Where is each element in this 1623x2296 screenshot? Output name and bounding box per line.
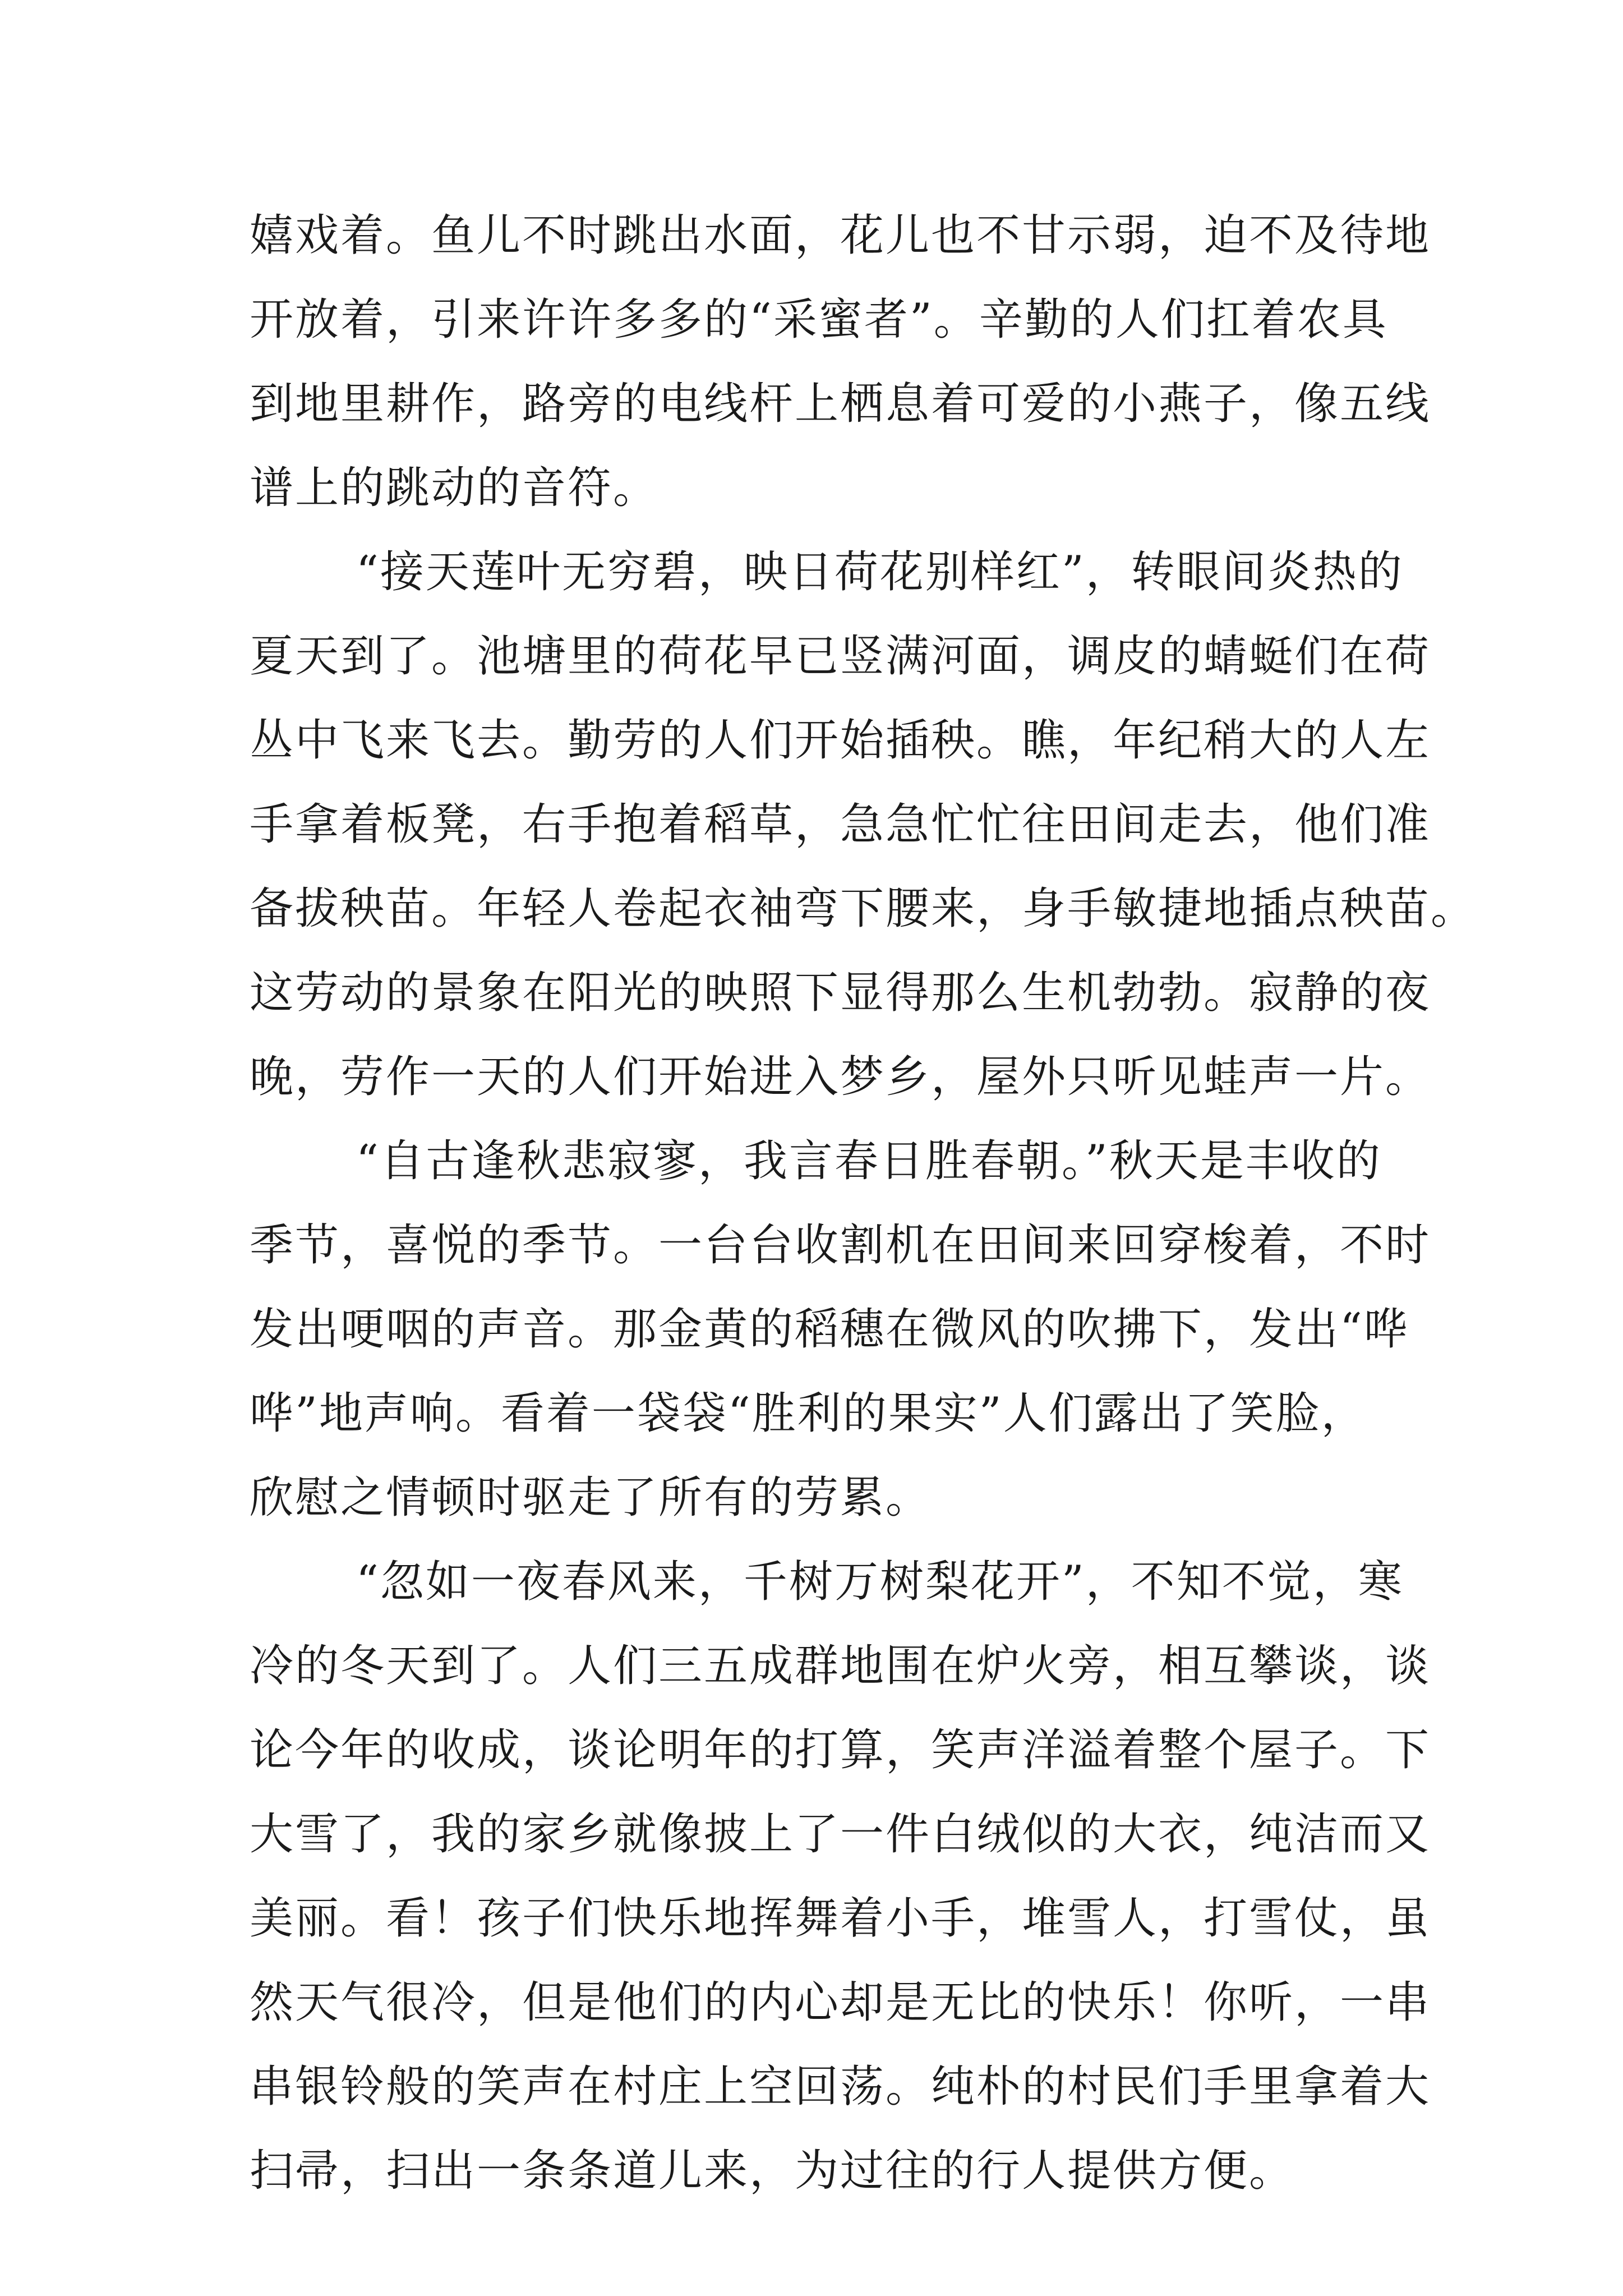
paragraph-winter: [250, 1540, 1431, 2213]
text-line: 然天气很冷，但是他们的内心却是无比的快乐！你听，一串: [250, 1977, 1431, 2028]
text-line: 论今年的收成，谈论明年的打算，笑声洋溢着整个屋子。下: [250, 1725, 1431, 1775]
text-line: 串银铃般的笑声在村庄上空回荡。纯朴的村民们手里拿着大: [250, 2062, 1431, 2112]
text-line: “接天莲叶无穷碧，映日荷花别样红”，转眼间炎热的: [356, 547, 1404, 597]
body-text: [250, 194, 1477, 2213]
text-line: 美丽。看！孩子们快乐地挥舞着小手，堆雪人，打雪仗，虽: [250, 1893, 1431, 1944]
text-line: 大雪了，我的家乡就像披上了一件白绒似的大衣，纯洁而又: [250, 1809, 1431, 1860]
text-line: 季节，喜悦的季节。一台台收割机在田间来回穿梭着，不时: [250, 1220, 1431, 1271]
text-line: 手拿着板凳，右手抱着稻草，急急忙忙往田间走去，他们准: [250, 799, 1431, 850]
text-line: “忽如一夜春风来，千树万树梨花开”，不知不觉，寒: [356, 1557, 1404, 1607]
text-line: 夏天到了。池塘里的荷花早已竖满河面，调皮的蜻蜓们在荷: [250, 631, 1431, 682]
text-line: 扫帚，扫出一条条道儿来，为过往的行人提供方便。: [250, 2146, 1295, 2196]
text-line: 谱上的跳动的音符。: [250, 463, 659, 513]
text-line: 丛中飞来飞去。勤劳的人们开始插秧。瞧，年纪稍大的人左: [250, 715, 1431, 766]
text-line: “自古逢秋悲寂寥，我言春日胜春朝。”秋天是丰收的: [356, 1136, 1382, 1186]
text-line: 发出哽咽的声音。那金黄的稻穗在微风的吹拂下，发出“哗: [250, 1304, 1409, 1355]
paragraph-autumn: [250, 1119, 1431, 1540]
text-line: 开放着，引来许许多多的“采蜜者”。辛勤的人们扛着农具: [250, 295, 1388, 345]
text-line: 到地里耕作，路旁的电线杆上栖息着可爱的小燕子，像五线: [250, 379, 1431, 429]
text-line: 欣慰之情顿时驱走了所有的劳累。: [250, 1473, 932, 1523]
text-line: 备拔秧苗。年轻人卷起衣袖弯下腰来，身手敏捷地插点秧苗。: [250, 884, 1477, 934]
text-line: 冷的冬天到了。人们三五成群地围在炉火旁，相互攀谈，谈: [250, 1641, 1431, 1691]
paragraph-summer: [250, 530, 1477, 1119]
text-line: 嬉戏着。鱼儿不时跳出水面，花儿也不甘示弱，迫不及待地: [250, 210, 1431, 261]
text-line: 晚，劳作一天的人们开始进入梦乡，屋外只听见蛙声一片。: [250, 1052, 1431, 1102]
text-line: 这劳动的景象在阳光的映照下显得那么生机勃勃。寂静的夜: [250, 968, 1431, 1018]
text-line: 哗”地声响。看着一袋袋“胜利的果实”人们露出了笑脸，: [250, 1388, 1367, 1439]
paragraph-spring-ending: [250, 194, 1431, 530]
